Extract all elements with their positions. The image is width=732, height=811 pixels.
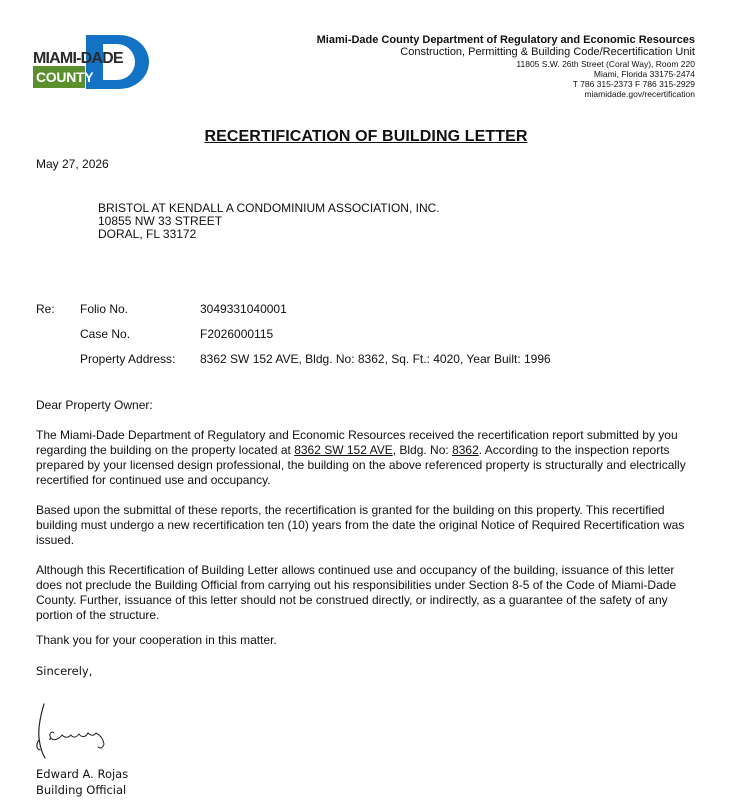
folio-value: 3049331040001 [200,302,287,316]
handwritten-signature [32,700,122,762]
county-logo [33,34,153,90]
header-unit: Construction, Permitting & Building Code/Recertification Unit [400,46,695,58]
header-org: Miami-Dade County Department of Regulatory and Economic Resources [316,34,695,46]
recipient-name: BRISTOL AT KENDALL A CONDOMINIUM ASSOCIATION, INC. [98,201,440,215]
logo-miami-dade-text: MIAMI-DADE [33,50,123,67]
letter-title: RECERTIFICATION OF BUILDING LETTER [204,128,528,145]
p1-building-number: 8362 [452,443,479,457]
folio-label: Folio No. [80,302,129,316]
p1-text-a: The Miami-Dade Department of Regulatory and Economic Resources received the recertification report submitted by you regarding the building on the property located at [36,428,678,457]
body-paragraph-1 [36,428,696,488]
header-phone: T 786 315-2373 F 786 315-2929 [572,79,695,89]
p1-text-c: . According to the inspection reports prepared by your licensed design professional, the building on the above referenced property is structurally and electrically recertified for continued use and occupancy. [36,443,686,487]
case-label: Case No. [80,327,131,341]
recipient-city: DORAL, FL 33172 [98,227,197,241]
case-value: F2026000115 [200,327,274,341]
body-paragraph-2: Based upon the submittal of these reports, the recertification is granted for the building on this property. This recertified building must undergo a new recertification ten (10) years from the date the original Notice of Required Recertification was issued. [36,503,685,547]
header-address2: Miami, Florida 33175-2474 [593,69,695,79]
property-address-value: 8362 SW 152 AVE, Bldg. No: 8362, Sq. Ft.: 4020, Year Built: 1996 [200,352,551,366]
p1-text-b: , Bldg. No: [392,443,453,457]
salutation: Dear Property Owner: [36,398,153,412]
logo-county-text: COUNTY [36,69,94,85]
signer-title: Building Official [36,783,127,797]
property-address-label: Property Address: [80,352,176,366]
header-address1: 11805 S.W. 26th Street (Coral Way), Room 220 [516,59,695,69]
body-paragraph-4: Thank you for your cooperation in this matter. [36,633,277,647]
p1-property-address: 8362 SW 152 AVE [294,443,393,457]
recipient-street: 10855 NW 33 STREET [98,214,223,228]
body-paragraph-3: Although this Recertification of Building Letter allows continued use and occupancy of the building, issuance of this letter does not preclude the Building Official from carrying out his responsibilities under Section 8-5 of the Code of Miami-Dade County. Further, issuance of this letter should not be construed directly, or indirectly, as a guarantee of the safety of any portion of the structure. [36,563,677,622]
letter-date: May 27, 2026 [36,157,109,171]
signer-name: Edward A. Rojas [36,767,129,781]
re-label: Re: [36,302,55,316]
closing: Sincerely, [36,664,93,678]
header-web: miamidade.gov/recertification [584,89,695,99]
